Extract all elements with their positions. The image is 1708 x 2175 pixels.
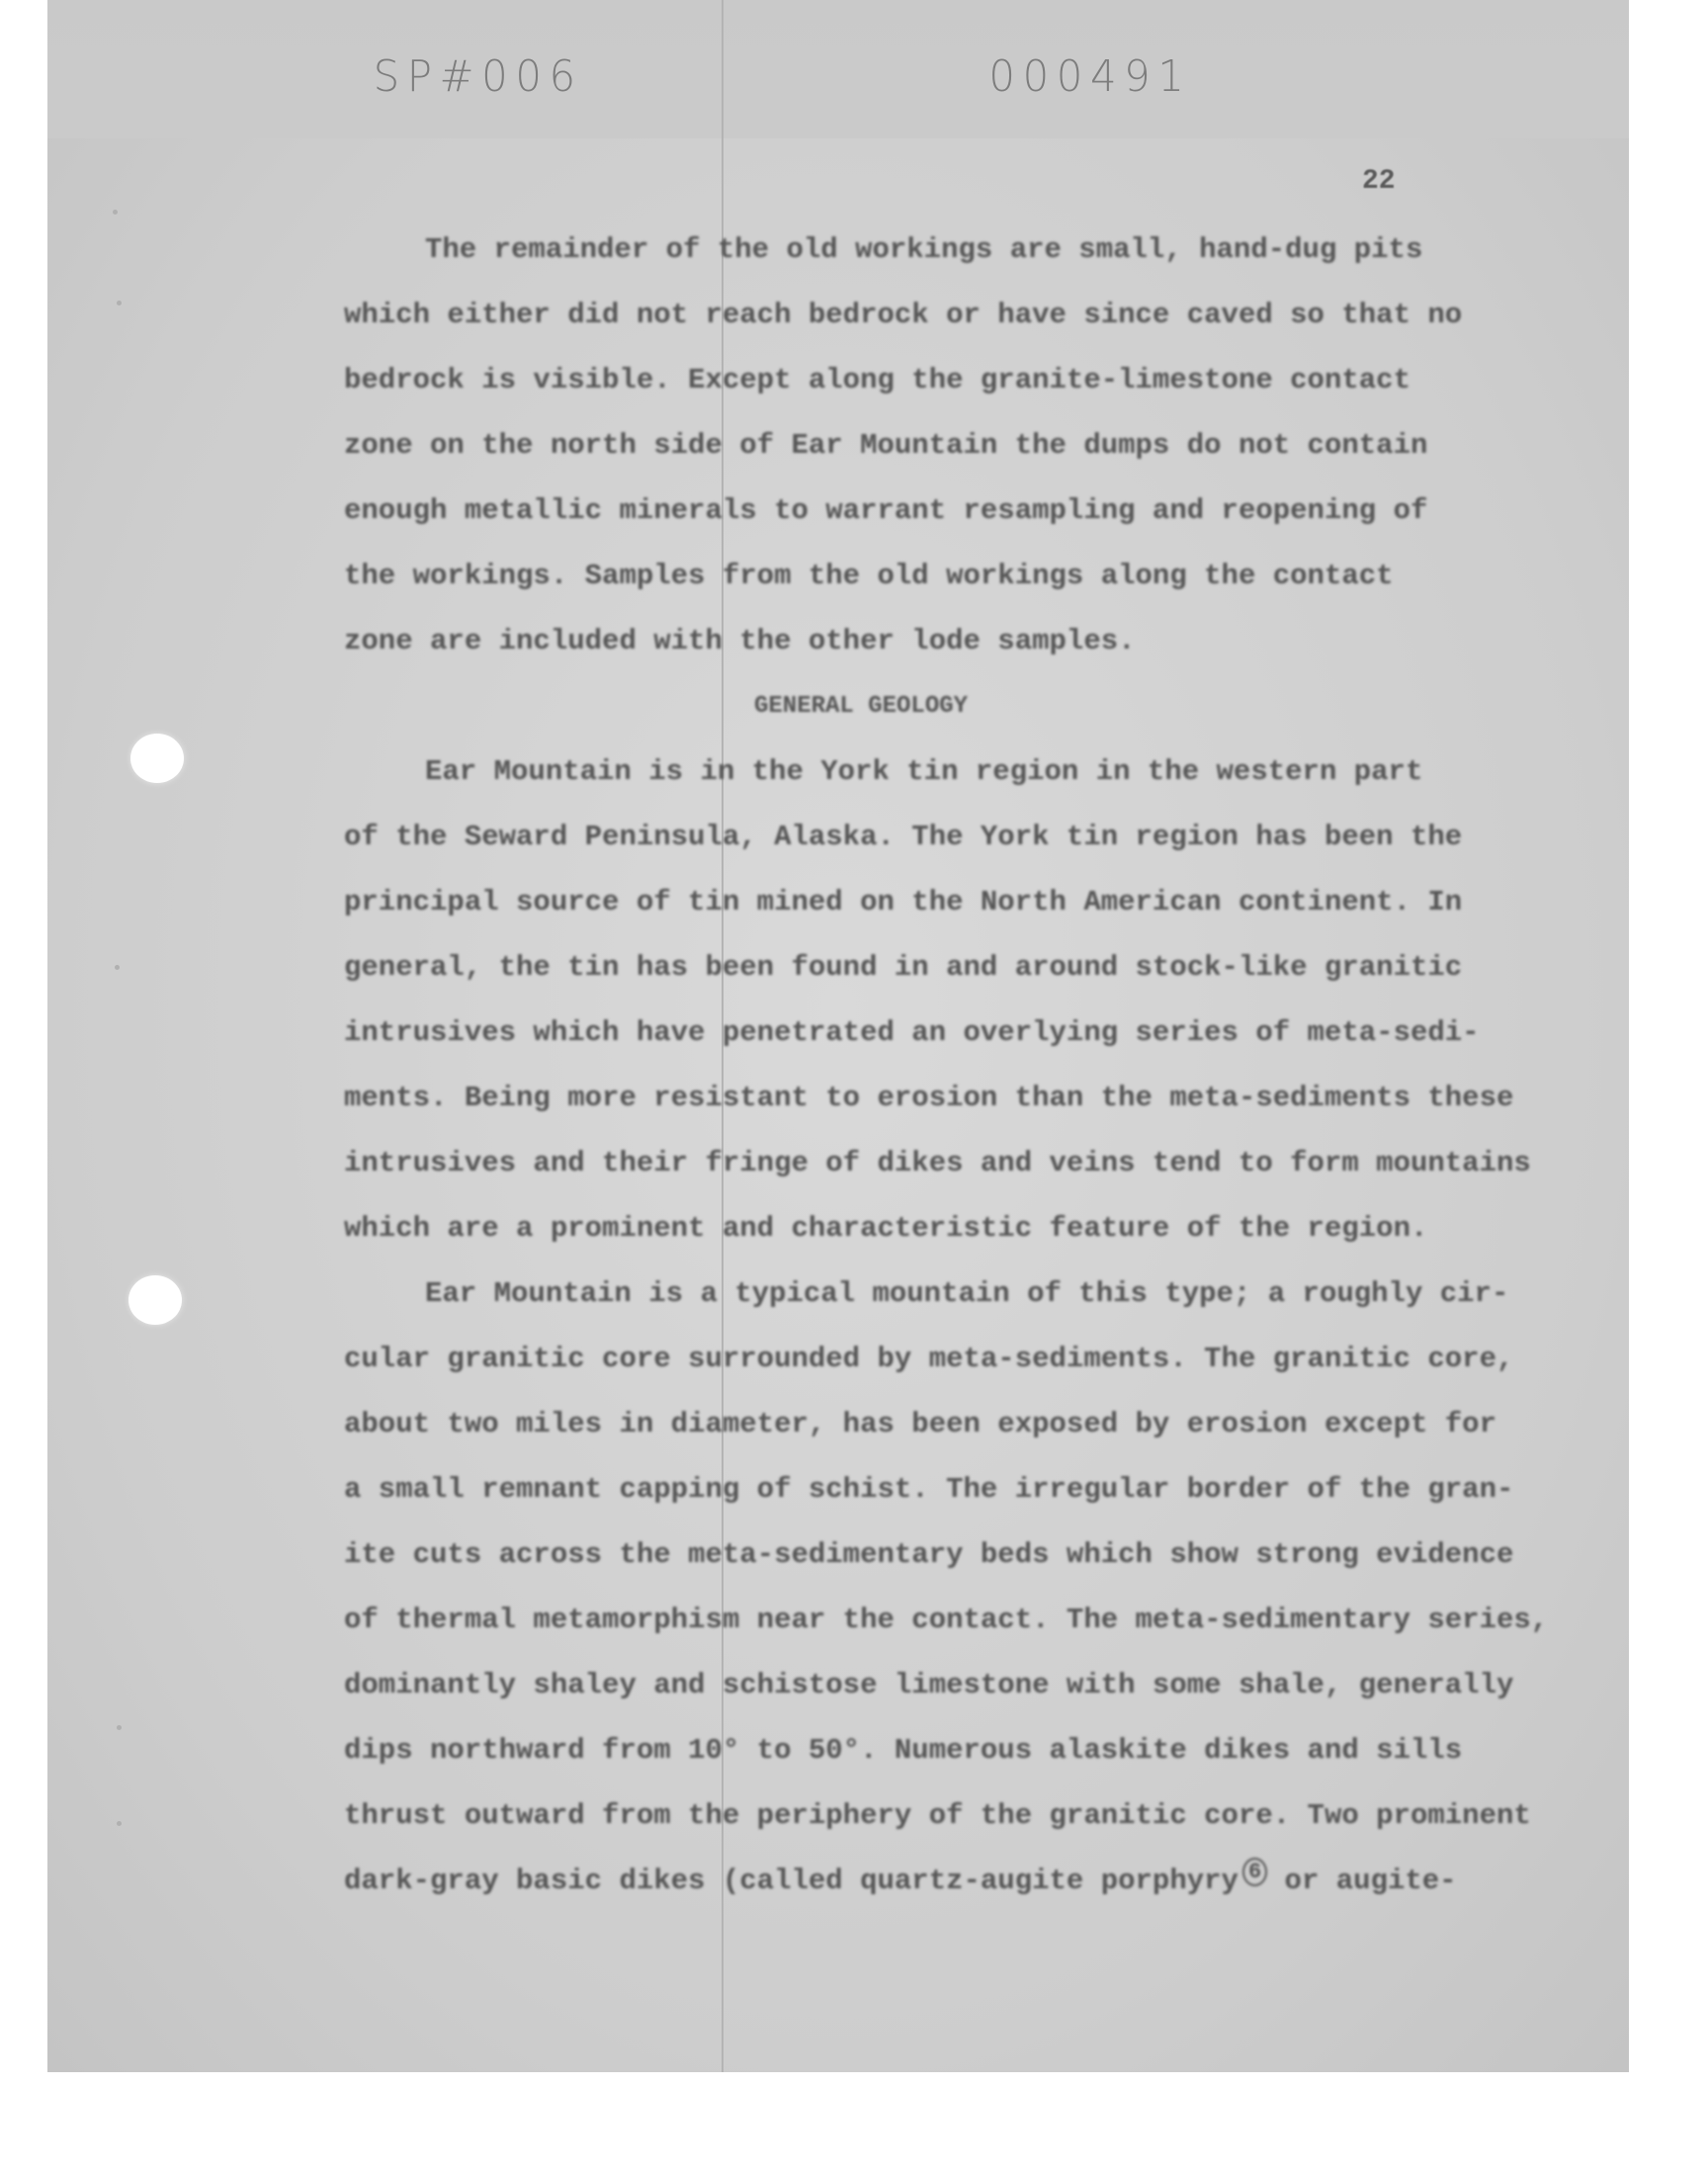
text-line: of thermal metamorphism near the contact. The meta-sedimentary series,	[344, 1604, 1549, 1636]
text-line: zone are included with the other lode samples.	[344, 625, 1136, 657]
text-fragment: dark-gray basic dikes (called quartz-augite porphyry	[344, 1865, 1238, 1897]
text-line: ments. Being more resistant to erosion than the meta-sediments these	[344, 1082, 1514, 1114]
reference-number: 6	[1242, 1858, 1267, 1886]
text-fragment: or augite-	[1267, 1865, 1457, 1897]
text-line: bedrock is visible. Except along the granite-limestone contact	[344, 364, 1410, 396]
text-line: the workings. Samples from the old workings along the contact	[344, 560, 1394, 592]
text-line-last	[344, 1849, 1520, 1914]
page-number: 22	[1362, 166, 1396, 197]
text-line: intrusives and their fringe of dikes and veins tend to form mountains	[344, 1147, 1531, 1179]
text-line: Ear Mountain is a typical mountain of this type; a roughly cir-	[425, 1277, 1509, 1310]
scan-speck	[117, 301, 122, 305]
text-line: The remainder of the old workings are small, hand-dug pits	[425, 233, 1423, 266]
text-line: ite cuts across the meta-sedimentary beds which show strong evidence	[344, 1538, 1514, 1571]
text-line: which are a prominent and characteristic feature of the region.	[344, 1212, 1428, 1245]
text-line: thrust outward from the periphery of the granitic core. Two prominent	[344, 1799, 1531, 1832]
punch-hole-top	[130, 734, 184, 783]
punch-hole-bottom	[128, 1275, 182, 1325]
text-line: which either did not reach bedrock or have since caved so that no	[344, 299, 1463, 331]
page-id-stamp: 000491	[988, 51, 1192, 102]
text-line: enough metallic minerals to warrant resampling and reopening of	[344, 494, 1428, 527]
document-id-stamp: SP#006	[373, 51, 583, 102]
text-line: of the Seward Peninsula, Alaska. The York tin region has been the	[344, 821, 1463, 853]
text-line: about two miles in diameter, has been exposed by erosion except for	[344, 1408, 1496, 1440]
text-line: principal source of tin mined on the North American continent. In	[344, 886, 1463, 918]
scan-speck	[115, 965, 120, 970]
text-line: a small remnant capping of schist. The irregular border of the gran-	[344, 1473, 1514, 1506]
section-heading: GENERAL GEOLOGY	[754, 693, 969, 720]
text-line: dominantly shaley and schistose limestone with some shale, generally	[344, 1669, 1514, 1701]
text-line: intrusives which have penetrated an overlying series of meta-sedi-	[344, 1016, 1480, 1049]
text-line: cular granitic core surrounded by meta-sediments. The granitic core,	[344, 1343, 1514, 1375]
text-line: zone on the north side of Ear Mountain the dumps do not contain	[344, 429, 1428, 462]
text-line: general, the tin has been found in and around stock-like granitic	[344, 951, 1463, 984]
text-line: dips northward from 10° to 50°. Numerous alaskite dikes and sills	[344, 1734, 1463, 1767]
scan-speck	[113, 210, 118, 215]
scan-speck	[117, 1821, 122, 1826]
text-line: Ear Mountain is in the York tin region in the western part	[425, 755, 1423, 788]
scan-speck	[117, 1725, 122, 1730]
typed-text	[344, 218, 1549, 1914]
